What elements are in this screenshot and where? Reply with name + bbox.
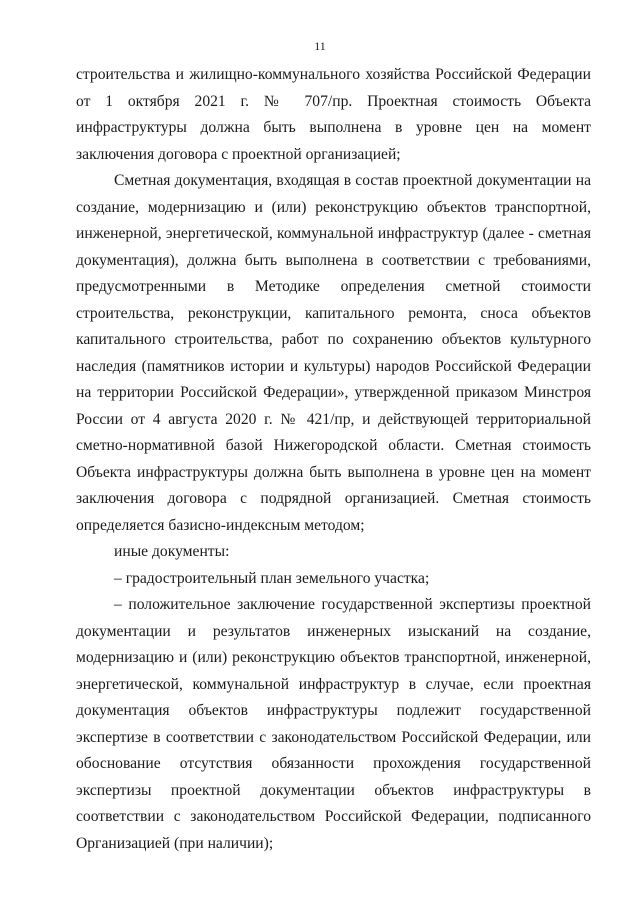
paragraph-2: Сметная документация, входящая в состав проектной документации на создание, модернизацию и (или) реконструкцию объектов транспортной, инженерной, энергетической, коммунальной инфраструктур (далее - сметная документация), должна быть выполнена в соответствии с требованиями, предусмотренными в Методике определения сметной стоимости строительства, реконструкции, капитального ремонта, сноса объектов капитального строительства, работ по сохранению объектов культурного наследия (памятников истории и культуры) народов Российской Федерации на территории Российской Федерации», утвержденной приказом Минстроя России от 4 августа 2020 г. № 421/пр, и действующей территориальной сметно-нормативной базой Нижегородской области. Сметная стоимость Объекта инфраструктуры должна быть выполнена в уровне цен на момент заключения договора с подрядной организацией. Сметная стоимость определяется базисно-индексным методом; xyxy=(76,172,591,534)
paragraph-1: строительства и жилищно-коммунального хозяйства Российской Федерации от 1 октября 2021 г. № 707/пр. Проектная стоимость Объекта инфраструктуры должна быть выполнена в уровне цен на момент заключения договора с проектной организацией; xyxy=(76,66,591,163)
paragraph-5: – положительное заключение государственной экспертизы проектной документации и результатов инженерных изысканий на создание, модернизацию и (или) реконструкцию объектов транспортной, инженерной, энергетической, коммунальной инфраструктур в случае, если проектная документация объектов инфраструктуры подлежит государственной экспертизе в соответствии с законодательством Российской Федерации, или обоснование отсутствия обязанности прохождения государственной экспертизы проектной документации объектов инфраструктуры в соответствии с законодательством Российской Федерации, подписанного Организацией (при наличии); xyxy=(76,596,591,852)
paragraph-3: иные документы: xyxy=(114,543,230,560)
document-body xyxy=(76,62,591,857)
page-number: 11 xyxy=(314,39,326,53)
paragraph-4: – градостроительный план земельного участка; xyxy=(114,569,430,587)
